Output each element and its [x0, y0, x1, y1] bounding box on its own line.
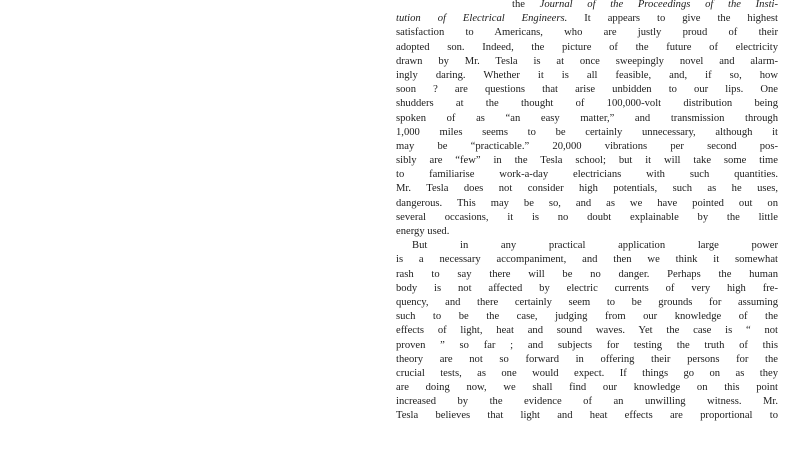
text-run: energy used.: [396, 226, 450, 237]
text-line: [396, 239, 778, 253]
text-line: [396, 26, 778, 40]
italic-text-run: tution of Electrical Engineers.: [396, 13, 568, 25]
text-line: [396, 339, 778, 353]
text-line: [396, 409, 778, 423]
text-run: quency, and there certainly seem to be grounds for assuming: [396, 296, 778, 308]
text-run: body is not affected by electric currents of very high fre-: [396, 282, 778, 294]
text-line: [396, 182, 778, 196]
text-run: sibly are “few” in the Tesla school; but it will take some time: [396, 155, 778, 167]
text-line: [396, 381, 778, 395]
text-run: several occasions, it is no doubt explainable by the little: [396, 211, 778, 223]
text-run: 1,000 miles seems to be certainly unnecessary, although it: [396, 126, 778, 138]
text-line: [396, 112, 778, 126]
text-line: [396, 282, 778, 296]
text-run: soon ? are questions that arise unbidden to our lips. One: [396, 84, 778, 96]
text-run: are doing now, we shall find our knowledge on this point: [396, 382, 778, 394]
text-run: drawn by Mr. Tesla is at once sweepingly novel and alarm-: [396, 55, 778, 67]
italic-text-run: Journal of the Proceedings of the Insti-: [539, 0, 778, 10]
text-run: spoken of as “an easy matter,” and transmission through: [396, 112, 778, 124]
text-line: [396, 55, 778, 69]
text-run: shudders at the thought of 100,000-volt distribution being: [396, 98, 778, 110]
text-line: [396, 97, 778, 111]
text-run: adopted son. Indeed, the picture of the future of electricity: [396, 41, 778, 53]
text-run: satisfaction to Americans, who are justly proud of their: [396, 27, 778, 39]
text-run: may be “practicable.” 20,000 vibrations per second pos-: [396, 140, 778, 152]
text-line: [396, 353, 778, 367]
text-line: [396, 253, 778, 267]
text-line: [396, 154, 778, 168]
text-line: [396, 310, 778, 324]
text-run: to familiarise work-a-day electricians with such quantities.: [396, 169, 778, 181]
text-line: [396, 324, 778, 338]
text-run: dangerous. This may be so, and as we have pointed out on: [396, 197, 778, 209]
text-line: [396, 367, 778, 381]
text-run: ingly daring. Whether it is all feasible, and, if so, how: [396, 69, 778, 81]
text-line: [396, 395, 778, 409]
text-line: [396, 296, 778, 310]
text-run: is a necessary accompaniment, and then we think it somewhat: [396, 254, 778, 266]
text-run: proven ” so far ; and subjects for testing the truth of this: [396, 339, 778, 351]
text-run: such to be the case, judging from our knowledge of the: [396, 311, 778, 323]
text-line: [396, 140, 778, 154]
text-line: [396, 0, 778, 12]
text-line: [396, 83, 778, 97]
text-line: [396, 225, 778, 239]
text-line: [396, 168, 778, 182]
text-run: rash to say there will be no danger. Perhaps the human: [396, 268, 778, 280]
text-run: theory are not so forward in offering their persons for the: [396, 353, 778, 365]
text-run: crucial tests, as one would expect. If things go on as they: [396, 367, 778, 379]
text-line: [396, 268, 778, 282]
text-run: Tesla believes that light and heat effects are proportional to: [396, 410, 778, 422]
text-run: the: [512, 0, 540, 10]
text-run: increased by the evidence of an unwilling witness. Mr.: [396, 396, 778, 408]
text-run: Mr. Tesla does not consider high potentials, such as he uses,: [396, 183, 778, 195]
text-run: It appears to give the highest: [567, 13, 778, 25]
text-line: [396, 211, 778, 225]
text-run: But in any practical application large power: [412, 240, 778, 252]
text-line: [396, 197, 778, 211]
text-line: [396, 126, 778, 140]
text-line: [396, 41, 778, 55]
text-line: [396, 69, 778, 83]
text-line: [396, 12, 778, 26]
text-run: effects of light, heat and sound waves. Yet the case is “ not: [396, 325, 778, 337]
article-text-column: [396, 0, 778, 424]
